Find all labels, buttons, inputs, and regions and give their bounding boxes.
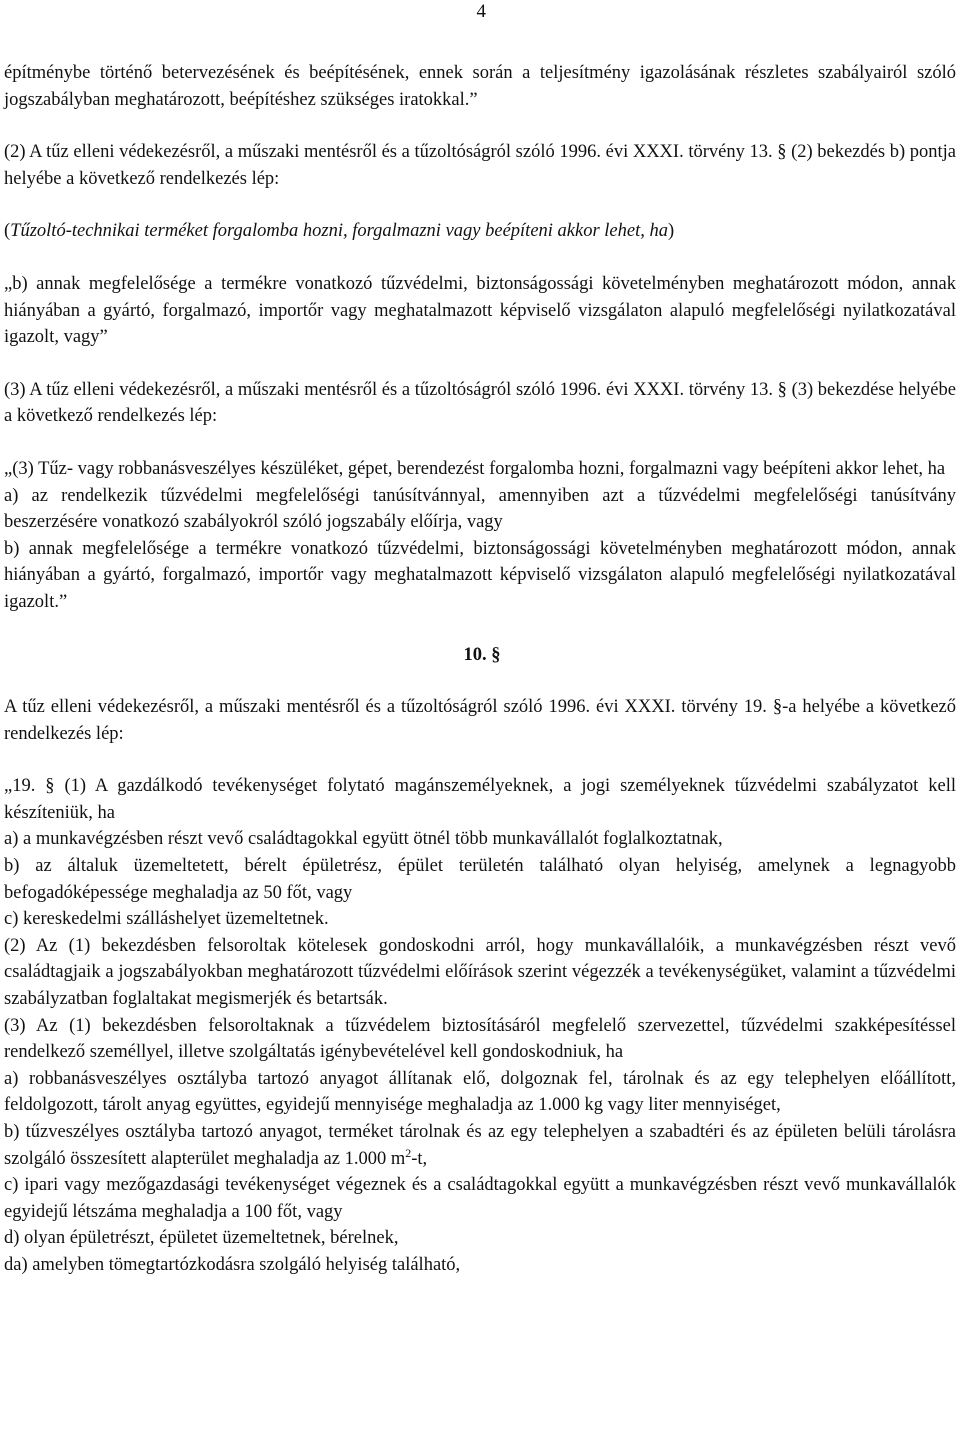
paragraph-quoted-3: „(3) Tűz- vagy robbanásveszélyes készüléket, gépet, berendezést forgalomba hozni, forgalmazni vagy beépíteni akkor lehet, ha xyxy=(4,458,946,479)
paragraph-19-1-c: c) kereskedelmi szálláshelyet üzemeltetnek. xyxy=(4,909,329,930)
paragraph-19-3: (3) Az (1) bekezdésben felsoroltaknak a tűzvédelem biztosításáról megfelelő szervezettel, tűzvédelmi szakképesítéssel rendelkező személlyel, illetve szolgáltatás igénybevételével kell gondoskodniuk, ha xyxy=(4,1015,956,1063)
paragraph-quoted-b: „b) annak megfelelősége a termékre vonatkozó tűzvédelmi, biztonságossági követelményben meghatározott módon, annak hiányában a gyártó, forgalmazó, importőr vagy meghatalmazott képviselő vizsgálaton alapuló megfelelőségi nyilatkozatával igazolt, vagy” xyxy=(4,273,956,348)
paragraph-19-3-b-tail: -t, xyxy=(411,1148,428,1169)
spacer xyxy=(4,351,956,377)
paragraph-amendment-13-3: (3) A tűz elleni védekezésről, a műszaki mentésről és a tűzoltóságról szóló 1996. évi XXXI. törvény 13. § (3) bekezdése helyébe a következő rendelkezés lép: xyxy=(4,379,956,427)
paragraph-amendment-19: A tűz elleni védekezésről, a műszaki mentésről és a tűzoltóságról szóló 1996. évi XXXI. törvény 19. §-a helyébe a következő rendelkezés lép: xyxy=(4,697,956,744)
spacer xyxy=(4,430,956,456)
paragraph-19-3-c: c) ipari vagy mezőgazdasági tevékenységet végeznek és a családtagokkal együtt a munkavégzésben részt vevő munkavállalók egyidejű létszáma meghaladja a 100 főt, vagy xyxy=(4,1175,956,1222)
paragraph-19-3-b-text: b) tűzveszélyes osztályba tartozó anyagot, terméket tárolnak és az egy telephelyen a szabadtéri és az épületen belüli tárolásra szolgáló összesített alapterület meghaladja az 1.000 m xyxy=(4,1122,956,1169)
paragraph-19-3-b xyxy=(4,1119,956,1172)
paragraph-19-1-a: a) a munkavégzésben részt vevő családtagokkal együtt ötnél több munkavállalót foglalkoztatnak, xyxy=(4,829,723,850)
spacer xyxy=(4,113,956,139)
paren-close: ) xyxy=(668,221,675,242)
spacer xyxy=(4,192,956,218)
paragraph-amendment-13-2: (2) A tűz elleni védekezésről, a műszaki mentésről és a tűzoltóságról szóló 1996. évi XXXI. törvény 13. § (2) bekezdés b) pontja helyébe a következő rendelkezés lép: xyxy=(4,142,956,189)
paragraph-19-3-d: d) olyan épületrészt, épületet üzemeltetnek, bérelnek, xyxy=(4,1228,399,1249)
paragraph-19-2: (2) Az (1) bekezdésben felsoroltak kötelesek gondoskodni arról, hogy munkavállalóik, a munkavégzésben részt vevő családtagjaik a jogszabályokban meghatározott tűzvédelmi előírások szerint végezzék a tevékenységüket, valamint a tűzvédelmi szabályzatban foglaltakat megismerjék és betartsák. xyxy=(4,935,956,1010)
section-heading: 10. § xyxy=(463,644,501,665)
page-number: 4 xyxy=(476,1,486,22)
context-note-text: Tűzoltó-technikai terméket forgalomba hozni, forgalmazni vagy beépíteni akkor lehet, ha xyxy=(10,221,668,242)
paragraph-quoted-3-a: a) az rendelkezik tűzvédelmi megfelelőségi tanúsítvánnyal, amennyiben azt a tűzvédelmi megfelelőségi tanúsítvány beszerzésére vonatkozó szabályokról szóló jogszabály előírja, vagy xyxy=(4,485,956,533)
spacer xyxy=(4,245,956,271)
paragraph-continuation: építménybe történő betervezésének és beépítésének, ennek során a teljesítmény igazolásának részletes szabályairól szóló jogszabályban meghatározott, beépítéshez szükséges iratokkal.” xyxy=(4,63,956,110)
paragraph-19-3-a: a) robbanásveszélyes osztályba tartozó anyagot állítanak elő, dolgoznak fel, tárolnak és az egy telephelyen előállított, feldolgozott, tárolt anyag együttes, egyidejű mennyisége meghaladja az 1.000 kg vagy liter mennyiséget, xyxy=(4,1068,956,1116)
paragraph-19-1: „19. § (1) A gazdálkodó tevékenységet folytató magánszemélyeknek, a jogi személyeknek tűzvédelmi szabályzatot kell készíteniük, ha xyxy=(4,776,956,823)
spacer xyxy=(4,668,956,694)
superscript: 2 xyxy=(405,1145,412,1160)
paragraph-quoted-3-b: b) annak megfelelősége a termékre vonatkozó tűzvédelmi, biztonságossági követelményben meghatározott módon, annak hiányában a gyártó, forgalmazó, importőr vagy meghatalmazott képviselő vizsgálaton alapuló megfelelőségi nyilatkozatával igazolt.” xyxy=(4,538,956,612)
paragraph-19-3-da: da) amelyben tömegtartózkodásra szolgáló helyiség található, xyxy=(4,1254,461,1275)
spacer xyxy=(4,747,956,773)
paragraph-19-1-b: b) az általuk üzemeltetett, bérelt épületrész, épület területén található olyan helyiség, amelynek a legnagyobb befogadóképessége meghaladja az 50 főt, vagy xyxy=(4,856,956,903)
paren-open: ( xyxy=(4,221,11,242)
paragraph-context-note xyxy=(4,218,956,245)
spacer xyxy=(4,616,956,642)
document-body xyxy=(4,60,956,1279)
